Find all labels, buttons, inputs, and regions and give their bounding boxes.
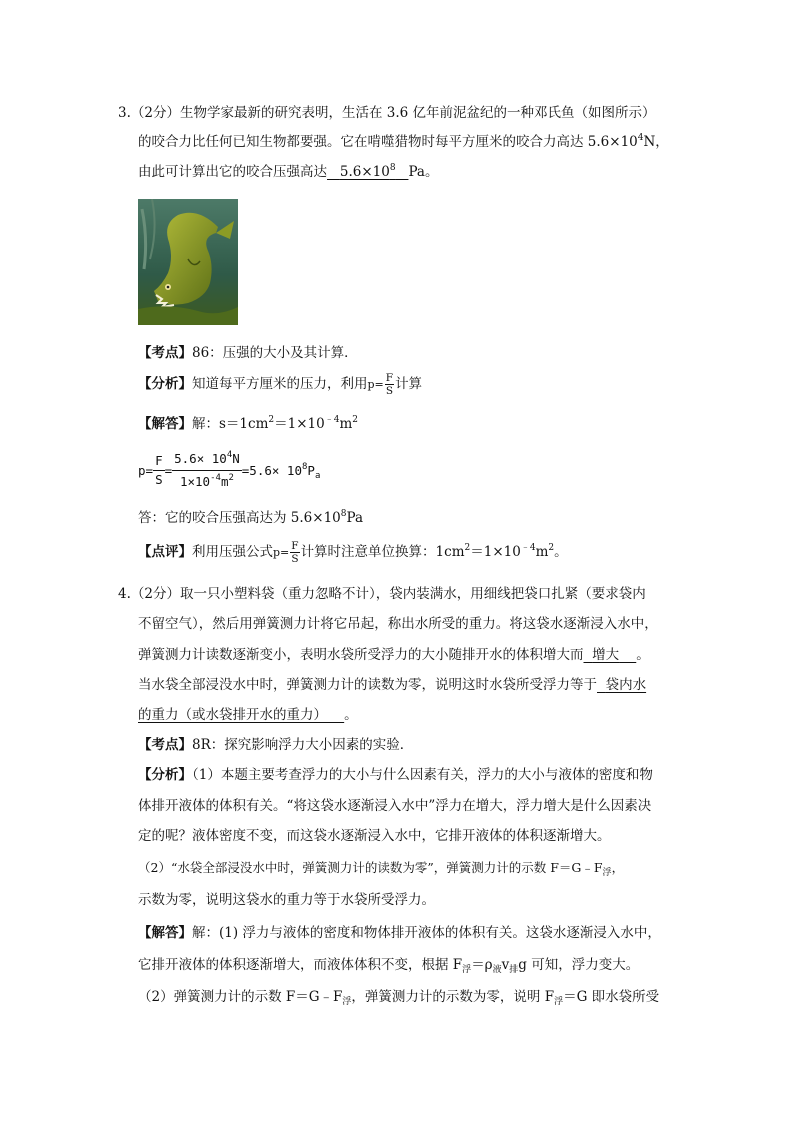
- q4-answer-1: 增大: [592, 647, 620, 663]
- q4-line-2: 不留空气），然后用弹簧测力计将它吊起，称出水所受的重力。将这袋水逐渐浸入水中，: [138, 616, 658, 632]
- q4-jieda-line-2: 它排开液体的体积逐渐增大，而液体体积不变，根据 $F_浮=\rho_液v_排g$ 可知，浮力变大。: [138, 957, 640, 975]
- q3-answer: $5.6\times 10^8$: [339, 163, 396, 180]
- q3-fenxi: 【分析】知道每平方厘米的压力，利用p= $\frac{F}{S}$ 计算: [138, 372, 423, 397]
- q3-kaodian: 【考点】86：压强的大小及其计算．: [138, 345, 358, 361]
- q4-fenxi-line-3: 定的呢？液体密度不变，而这袋水逐渐浸入水中，它排开液体的体积逐渐增大。: [138, 828, 611, 844]
- dunkleosteus-fish-image: [138, 199, 238, 325]
- q4-jieda-line-1: 【解答】解：(1) 浮力与液体的密度和物体排开液体的体积有关。这袋水逐渐浸入水中，: [138, 925, 661, 941]
- q3-line-1: 3.（2分）生物学家最新的研究表明，生活在 3.6 亿年前泥盆纪的一种邓氏鱼（如图所示）: [118, 105, 656, 121]
- q4-fenxi-line-2: 体排开液体的体积有关。“将这袋水逐渐浸入水中”浮力在增大，浮力增大是什么因素决: [138, 798, 652, 814]
- q4-line-5: 的重力（或水袋排开水的重力） 。: [138, 707, 358, 723]
- q3-equation: p= $\frac{F}{S}$ = $\frac{5.6\times 10^4N}{1\times 10^{-4}m^2}$ $=5.6\times 10^8P_a$: [138, 450, 321, 489]
- q3-jieda: 【解答】解：$s=1cm^2=1\times 10^{﹣4}m^2$: [138, 415, 358, 432]
- q4-kaodian: 【考点】8R：探究影响浮力大小因素的实验．: [138, 737, 414, 753]
- q3-answer-line: 答：它的咬合压强高达为 $5.6\times 10^8Pa$: [138, 509, 364, 526]
- q4-answer-2b: 的重力（或水袋排开水的重力）: [138, 707, 327, 723]
- q4-fenxi-line-1: 【分析】（1）本题主要考查浮力的大小与什么因素有关，浮力的大小与液体的密度和物: [138, 767, 653, 783]
- q4-answer-2a: 袋内水: [605, 677, 647, 693]
- q4-line-1: 4.（2分）取一只小塑料袋（重力忽略不计），袋内装满水，用细线把袋口扎紧（要求袋内: [118, 586, 646, 602]
- q4-jieda-line-3: （2）弹簧测力计的示数 $F=G﹣F_浮$，弹簧测力计的示数为零，说明 $F_浮=G$ 即水袋所受: [138, 989, 660, 1007]
- q3-line-3: 由此可计算出它的咬合压强高达 $5.6\times 10^8$ Pa。: [138, 163, 439, 180]
- q4-fenxi-line-4: （2）“水袋全部浸没水中时，弹簧测力计的读数为零”，弹簧测力计的示数 $F=G﹣F_浮$，: [138, 860, 625, 878]
- q4-fenxi-line-5: 示数为零，说明这袋水的重力等于水袋所受浮力。: [138, 892, 435, 908]
- q3-line-2: 的咬合力比任何已知生物都要强。它在啃噬猎物时每平方厘米的咬合力高达 $5.6\times 10^4N$，: [138, 133, 669, 150]
- q3-dianping: 【点评】利用压强公式p= $\frac{F}{S}$ 计算时注意单位换算：$1cm^2=1\times 10^{﹣4}m^2$。: [138, 540, 568, 565]
- q4-line-4: 当水袋全部浸没水中时，弹簧测力计的读数为零，说明这时水袋所受浮力等于 袋内水: [138, 677, 647, 693]
- pressure-formula-fraction: $\frac{F}{S}$: [385, 372, 394, 397]
- q4-line-3: 弹簧测力计读数逐渐变小，表明水袋所受浮力的大小随排开水的体积增大而 增大 。: [138, 647, 650, 663]
